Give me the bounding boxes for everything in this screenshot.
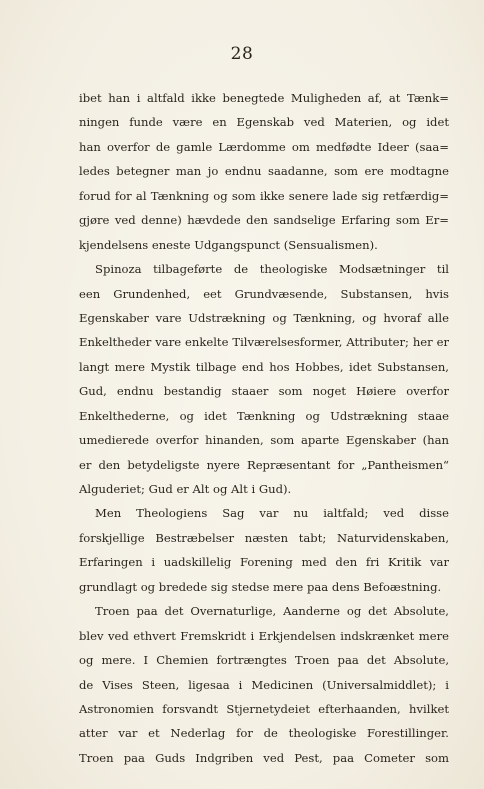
- text-line: forud for al Tænkning og som ikke senere lade sig retfærdig=: [79, 188, 449, 203]
- text-line: Troen paa det Overnaturlige, Aanderne og det Absolute,: [95, 604, 449, 619]
- text-line: Egenskaber vare Udstrækning og Tænkning, og hvoraf alle: [79, 310, 449, 325]
- text-line: Men Theologiens Sag var nu ialtfald; ved disse: [95, 506, 449, 521]
- text-line: Spinoza tilbageførte de theologiske Modsætninger til: [95, 262, 449, 277]
- text-line: kjendelsens eneste Udgangspunct (Sensualismen).: [79, 237, 378, 252]
- text-line: forskjellige Bestræbelser næsten tabt; Naturvidenskaben,: [79, 530, 449, 545]
- text-line: og mere. I Chemien fortrængtes Troen paa det Absolute,: [79, 653, 449, 668]
- text-line: de Vises Steen, ligesaa i Medicinen (Universalmiddlet); i: [79, 677, 449, 692]
- text-line: ibet han i altfald ikke benegtede Muligheden af, at Tænk=: [79, 91, 449, 105]
- text-line: Alguderiet; Gud er Alt og Alt i Gud).: [79, 482, 292, 496]
- text-line: Astronomien forsvandt Stjernetydeiet efterhaanden, hvilket: [79, 701, 449, 716]
- text-line: blev ved ethvert Fremskridt i Erkjendelsen indskrænket mere: [79, 628, 449, 643]
- text-line: atter var et Nederlag for de theologiske Forestillinger.: [79, 726, 449, 741]
- text-line: Enkeltheder vare enkelte Tilværelsesformer, Attributer; her er: [79, 335, 449, 350]
- text-line: een Grundenhed, eet Grundvæsende, Substansen, hvis: [79, 286, 449, 301]
- text-line: gjøre ved denne) hævdede den sandselige Erfaring som Er=: [79, 213, 449, 228]
- text-line: ningen funde være en Egenskab ved Materien, og idet: [79, 115, 449, 130]
- text-line: Enkelthederne, og idet Tænkning og Udstrækning staae: [79, 408, 449, 423]
- text-line: grundlagt og bredede sig stedse mere paa dens Befoæstning.: [79, 579, 442, 594]
- body-text: [79, 86, 449, 770]
- page-number: 28: [230, 44, 254, 64]
- text-line: er den betydeligste nyere Repræsentant for „Pantheismen“: [79, 457, 449, 472]
- text-line: Troen paa Guds Indgriben ved Pest, paa Cometer som: [79, 750, 449, 765]
- text-line: ledes betegner man jo endnu saadanne, som ere modtagne: [79, 164, 449, 179]
- text-line: han overfor de gamle Lærdomme om medfødte Ideer (saa=: [79, 139, 449, 154]
- text-line: umedierede overfor hinanden, som aparte Egenskaber (han: [79, 433, 449, 448]
- text-line: langt mere Mystik tilbage end hos Hobbes, idet Substansen,: [79, 359, 449, 374]
- text-line: Erfaringen i uadskillelig Forening med den fri Kritik var: [79, 555, 449, 570]
- text-line: Gud, endnu bestandig staaer som noget Høiere overfor: [79, 384, 449, 399]
